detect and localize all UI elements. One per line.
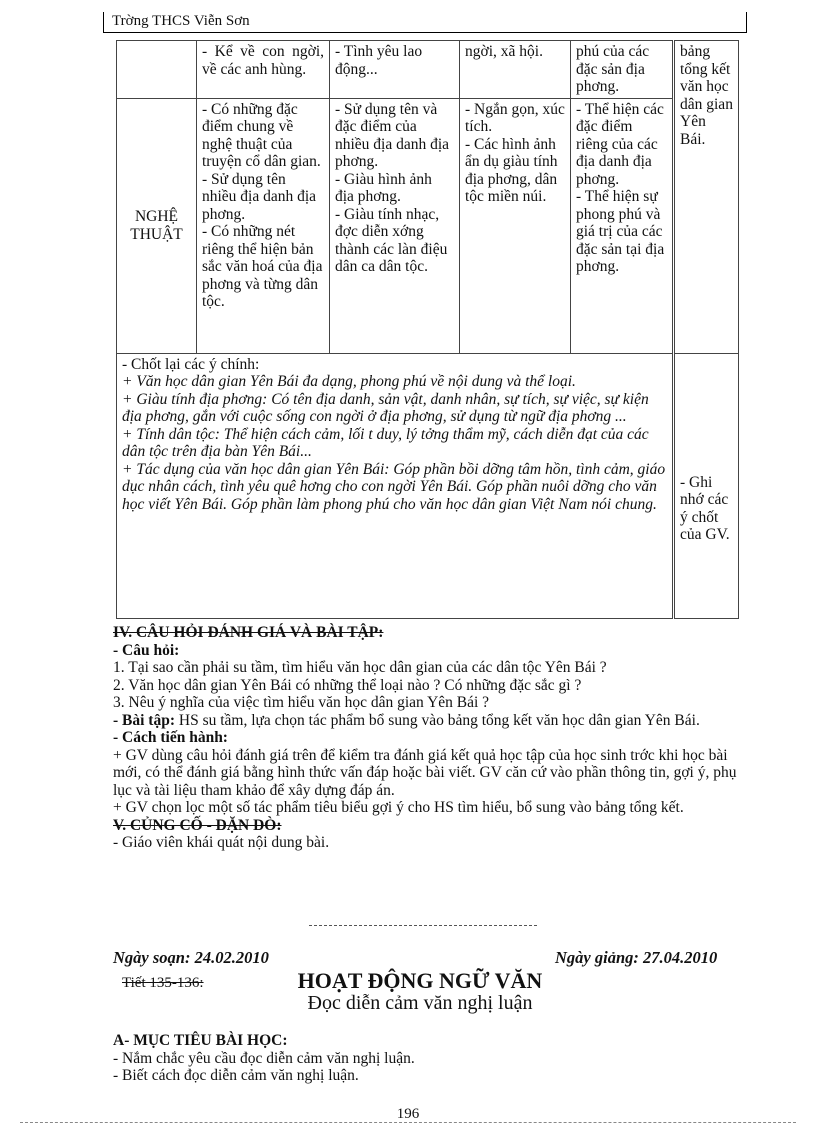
content-cell: - Ngắn gọn, xúc tích. - Các hình ảnh ẩn dụ giàu tính địa phơng, dân tộc miền núi.	[460, 98, 571, 353]
method-label: - Cách tiến hành:	[113, 729, 228, 746]
row-label-empty	[117, 41, 197, 99]
method-text: + GV dùng câu hỏi đánh giá trên để kiểm tra đánh giá kết quả học tập của học sinh trớc khi học bài mới, có thể đánh giá bằng hình thức vấn đáp hoặc bài viết. GV căn cứ vào phần thông tin, gợi ý, phụ lục và tài liệu tham khảo để xây dựng đáp án.	[113, 746, 737, 799]
question: 3. Nêu ý nghĩa của việc tìm hiểu văn học dân gian Yên Bái ?	[113, 694, 490, 711]
summary-point: + Giàu tính địa phơng: Có tên địa danh, sản vật, danh nhân, sự tích, sự việc, sự kiện địa phơng, gắn với cuộc sống con ngời ở địa phơng, sử dụng từ ngữ địa phơng ...	[122, 390, 649, 425]
section-iv	[113, 624, 741, 852]
summary-cell	[117, 353, 674, 618]
table-row	[117, 353, 739, 618]
lesson-period: Tiết 135-136:	[122, 975, 204, 991]
objective-item: - Nắm chắc yêu cầu đọc diễn cảm văn nghị luận.	[113, 1049, 415, 1067]
lesson-title: HOẠT ĐỘNG NGỮ VĂN	[297, 968, 543, 993]
summary-table	[116, 40, 739, 619]
page-number: 196	[396, 1106, 420, 1122]
exercise-label: - Bài tập:	[113, 711, 175, 729]
date-prepared: Ngày soạn: 24.02.2010	[113, 948, 269, 967]
exercise-text: HS su tầm, lựa chọn tác phẩm bổ sung vào bảng tổng kết văn học dân gian Yên Bái.	[175, 711, 700, 729]
method-text: + GV chọn lọc một số tác phẩm tiêu biểu gợi ý cho HS tìm hiểu, bổ sung vào bảng tổng kết.	[113, 799, 684, 816]
content-cell: - Thể hiện các đặc điểm riêng của các địa danh địa phơng. - Thể hiện sự phong phú và giá trị của các đặc sản tại địa phơng.	[571, 98, 674, 353]
side-note: bảng tổng kết văn học dân gian Yên Bái.	[674, 41, 739, 354]
section-text: - Giáo viên khái quát nội dung bài.	[113, 834, 330, 851]
table-row	[117, 41, 739, 99]
summary-intro: - Chốt lại các ý chính:	[122, 355, 260, 373]
summary-point: + Văn học dân gian Yên Bái đa dạng, phong phú về nội dung và thể loại.	[122, 373, 576, 390]
exercise	[113, 712, 741, 730]
table-row	[117, 98, 739, 353]
row-label: NGHỆ THUẬT	[117, 98, 197, 353]
summary-point: + Tác dụng của văn học dân gian Yên Bái: Góp phần bồi dỡng tâm hồn, tình cảm, giáo dục nhân cách, tình yêu quê hơng cho con ngời Yên Bái. Góp phần nuôi dỡng cho văn học viết Yên Bái. Góp phần làm phong phú cho văn học dân gian Việt Nam nói chung.	[122, 460, 666, 513]
objectives-heading: A- MỤC TIÊU BÀI HỌC:	[113, 1032, 288, 1049]
lesson-subtitle: Đọc diễn cảm văn nghị luận	[307, 992, 533, 1014]
content-cell: - Tình yêu lao động...	[330, 41, 460, 99]
content-cell: - Có những đặc điểm chung về nghệ thuật của truyện cổ dân gian. - Sử dụng tên nhiều địa danh địa phơng. - Có những nét riêng thể hiện bản sắc văn hoá của địa phơng và từng dân tộc.	[197, 98, 330, 353]
summary-point: + Tính dân tộc: Thể hiện cách cảm, lối t duy, lý tởng thẩm mỹ, cách diễn đạt của các dân tộc trên địa bàn Yên Bái...	[122, 425, 649, 460]
section-heading: V. CỦNG CỐ - DẶN DÒ:	[113, 816, 282, 834]
date-taught: Ngày giảng: 27.04.2010	[555, 948, 718, 967]
content-cell: - Sử dụng tên và đặc điểm của nhiều địa danh địa phơng. - Giàu hình ảnh địa phơng. - Giàu tính nhạc, đợc diễn xớng thành các làn điệu dân ca dân tộc.	[330, 98, 460, 353]
content-cell: phú của các đặc sản địa phơng.	[571, 41, 674, 99]
questions-label: - Câu hỏi:	[113, 641, 180, 659]
school-name: Trờng THCS Viễn Sơn	[112, 13, 250, 29]
objectives	[113, 1032, 741, 1085]
side-note: - Ghi nhớ các ý chốt của GV.	[674, 353, 739, 618]
question: 1. Tại sao cần phải su tầm, tìm hiểu văn học dân gian của các dân tộc Yên Bái ?	[113, 659, 607, 676]
section-heading: IV. CÂU HỎI ĐÁNH GIÁ VÀ BÀI TẬP:	[113, 624, 384, 641]
content-cell: - Kể về con ngời, về các anh hùng.	[197, 41, 330, 99]
page-header	[103, 12, 747, 33]
objective-item: - Biết cách đọc diễn cảm văn nghị luận.	[113, 1067, 359, 1084]
content-cell: ngời, xã hội.	[460, 41, 571, 99]
question: 2. Văn học dân gian Yên Bái có những thể loại nào ? Có những đặc sắc gì ?	[113, 676, 582, 694]
separator	[309, 925, 537, 926]
